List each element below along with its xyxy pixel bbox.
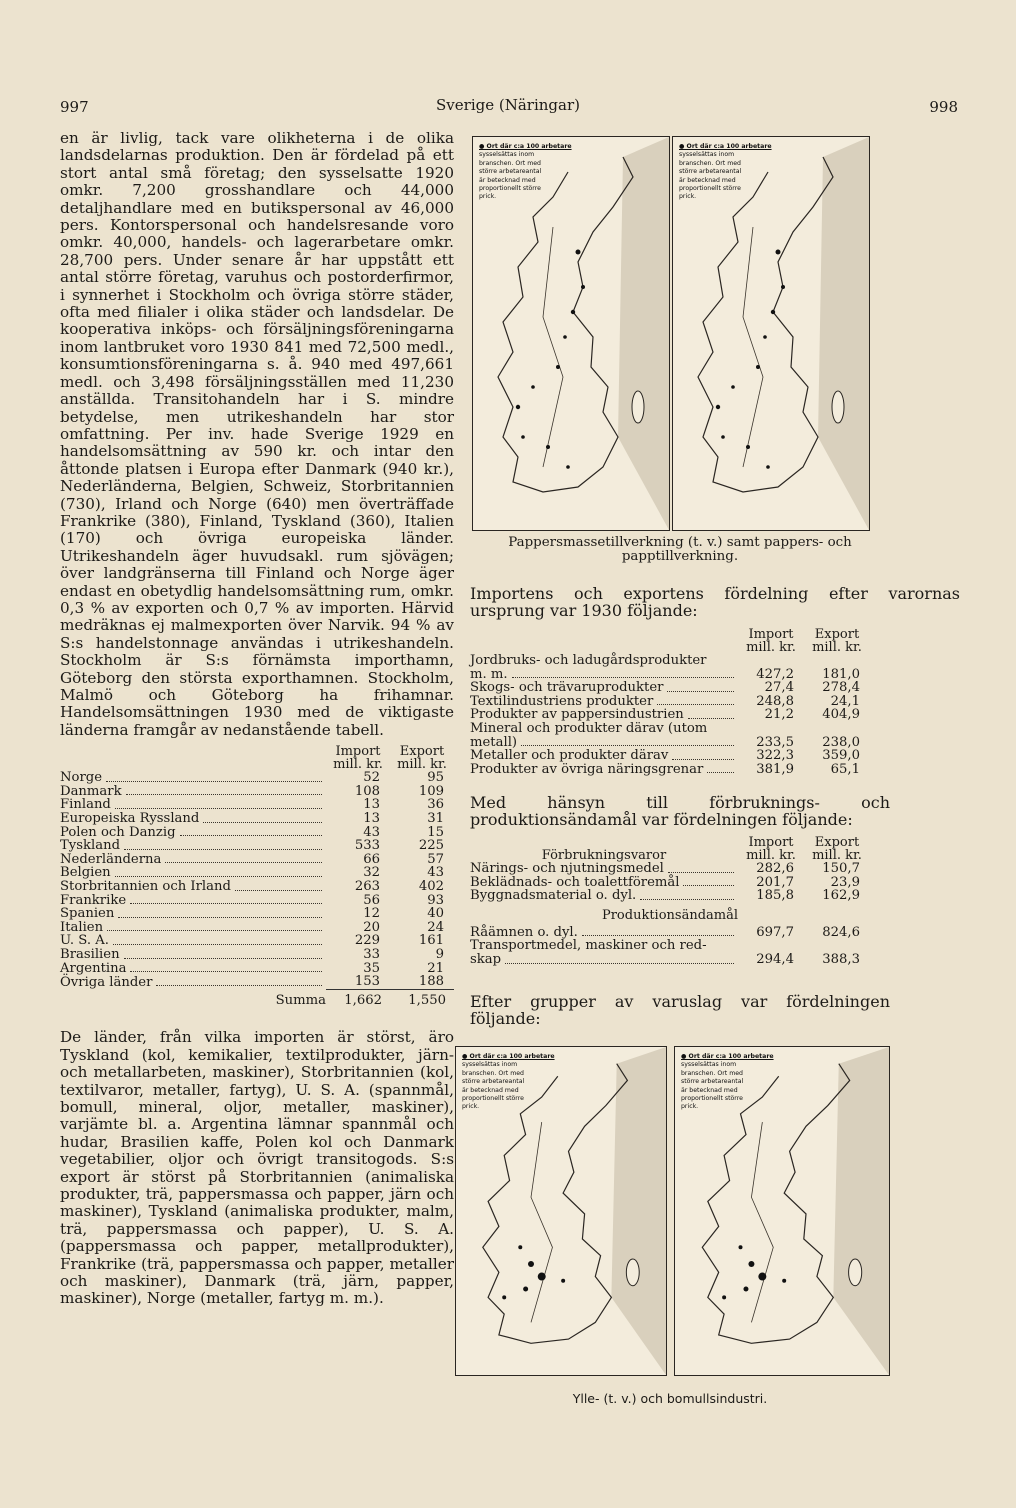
table-row: Skogs- och trävaruprodukter 27,4 278,4 [470,680,860,696]
table-row: Beklädnads- och toalettföremål 201,7 23,9 [470,874,860,890]
origin-table: Import mill. kr. Export mill. kr. Jordbruks- och ladugårdsprodukter m. m. 427,2 181,0 Skogs- och trävaruprodukter 27,4 278,4 Textilindustriens produkter 248,8 24,1 Produkter av pappersindustrien 21,2 404,9 Mineral och produkter därav (utom metall) 233,5 238,0 Metaller och produkter därav 322,3 359,0 Produkter av övriga näringsgrenar 381,9 65,1 [470,628,870,776]
gotland-island [626,1259,639,1286]
railway-line [743,227,763,467]
industry-dot [556,365,560,369]
industry-dot [746,445,750,449]
industry-dot [576,250,581,255]
gotland-island [849,1259,862,1286]
railway-line [543,227,563,467]
country-trade-table [60,745,454,1007]
sub-head: Produktionsändamål [601,907,739,923]
sea-area [833,1047,889,1375]
industry-dot [571,310,575,314]
table-row: metall) 233,5 238,0 [470,734,860,750]
table-row: Storbritannien och Irland 263 402 [60,878,444,894]
industry-dot [756,365,760,369]
industry-dot [566,465,570,469]
map-paper-board [672,136,870,531]
industry-dot [502,1295,506,1299]
table-row: Närings- och njutningsmedel 282,6 150,7 [470,861,860,876]
table-row: Byggnadsmaterial o. dyl. 185,8 162,9 [470,888,860,904]
col-header-export: Export mill. kr. [397,744,447,773]
table-row: U. S. A. 229 161 [60,933,444,949]
table-row: Polen och Danzig 43 15 [60,824,444,840]
usage-table: Förbrukningsvaror Import mill. kr. Export mill. kr. Närings- och njutningsmedel 282,6 150,7 Beklädnads- och toalettföremål 201,7 23,9 Byggnadsmaterial o. dyl. 185,8 162,9 Produktionsändamål Råämnen o. dyl. 697,7 824,6 Transportmedel, maskiner och red- skap 294,4 388,3 [470,836,870,967]
sum-row: Summa 1,662 1,550 [60,989,454,1007]
coastline [498,157,633,492]
coastline [698,157,833,492]
body-paragraph-1: en är livlig, tack vare olikheterna i de olika landsdelarnas produktion. Den är fördelad på ett stort antal små företag; den sysselsatte 1920 omkr. 7,200 grosshandlare och 44,000 detaljhandlare med en butikspersonal av 46,000 pers. Kontorspersonal och handelsresande voro omkr. 40,000, handels- och lagerarbetare omkr. 28,700 pers. Under senare år har uppstått ett antal större företag, varuhus och postorderfirmor, i synnerhet i Stockholm och övriga större städer, ofta med filialer i olika städer och landsdelar. De kooperativa inköps- och försäljningsföreningarna inom lantbruket voro 1930 841 med 72,500 medl., konsumtionsföreningarna s. å. 940 med 497,661 medl. och 3,498 försäljningsställen med 11,230 anställda. Transitohandeln har i S. mindre betydelse, men utrikeshandeln har stor omfattning. Per inv. hade Sverige 1929 en handelsomsättning av 590 kr. och intar den åttonde platsen i Europa efter Danmark (940 kr.), Nederländerna, Belgien, Schweiz, Storbritannien (730), Irland och Norge (640) men överträffade Frankrike (380), Finland, Tyskland (360), Italien (170) och övriga europeiska länder. Utrikeshandeln äger huvudsakl. rum sjövägen; över landgränserna till Finland och Norge äger endast en obetydlig handelsomsättning rum, omkr. 0,3 % av exporten och 0,7 % av importen. Härvid medräknas ej malmexporten över Narvik. 94 % av S:s handelstonnage användas i utrikeshandeln. Stockholm är S:s förnämsta importhamn, Göteborg den största exporthamnen. Stockholm, Malmö och Göteborg ha frihamnar. Handelsomsättningen 1930 med de viktigaste länderna framgår av nedanstående tabell. [60,129,454,739]
table-row: Jordbruks- och ladugårdsprodukter [470,653,707,668]
map-legend: ● Ort där c:a 100 arbetare sysselsättas inom branschen. Ort med större arbetareantal är betecknad med proportionellt större prick. [462,1053,555,1111]
industry-dot [721,435,725,439]
caption-top: Pappersmassetillverkning (t. v.) samt pappers- och papptillverkning. [508,535,852,564]
body-paragraph-2: De länder, från vilka importen är störst, äro Tyskland (kol, kemikalier, textilprodukter, järn- och metallarbeten, maskiner), Storbritannien (kol, textilvaror, metaller, fartyg), U. S. A. (spannmål, bomull, mineral, oljor, metaller, maskiner), varjämte bl. a. Argentina lämnar spannmål och hudar, Brasilien kaffe, Polen kol och Danmark vegetabilier, oljor och övrigt transitogods. S:s export är störst på Storbritannien (animaliska produkter, trä, pappersmassa och papper, järn och maskiner), Tyskland (animaliska produkter, malm, trä, pappersmassa och papper), U. S. A. (pappersmassa och papper, metallprodukter), Frankrike (trä, pappersmassa och papper, metaller och maskiner), Danmark (trä, järn, papper, maskiner), Norge (metaller, fartyg m. m.). [60,1028,454,1308]
industry-dot [523,1287,528,1292]
origin-intro: Importens och exportens fördelning efter varornas ursprung var 1930 följande: [470,584,960,620]
gotland-island [832,391,844,423]
industry-dot [581,285,585,289]
table-row: Italien 20 24 [60,919,444,935]
map-paper-pulp [472,136,670,531]
table-row: m. m. 427,2 181,0 [470,666,860,682]
table-row: Produkter av övriga näringsgrenar 381,9 65,1 [470,761,860,777]
industry-dot [563,335,567,339]
railway-line [751,1122,773,1322]
sea-area [611,1047,666,1375]
industry-dot [561,1279,565,1283]
industry-dot [781,285,785,289]
col-header-import: Import mill. kr. [333,744,383,773]
map-legend: ● Ort där c:a 100 arbetare sysselsättas inom branschen. Ort med större arbetareantal är betecknad med proportionellt större prick. [679,143,772,201]
industry-dot [731,385,735,389]
page-number-right: 998 [929,98,958,116]
industry-dot [546,445,550,449]
table-row: Belgien 32 43 [60,865,444,881]
usage-intro: Med hänsyn till förbruknings- och produktionsändamål var fördelningen följande: [470,793,890,829]
page-number-left: 997 [60,98,89,116]
table-row: Mineral och produkter därav (utom [470,720,708,736]
railway-line [531,1122,552,1322]
industry-dot [743,1287,748,1292]
table-row: Råämnen o. dyl. 697,7 824,6 [470,924,860,940]
left-column [60,130,454,1308]
gotland-island [632,391,644,423]
industry-dot [521,435,525,439]
sea-area [618,137,669,530]
industry-dot [516,405,520,409]
map-legend: ● Ort där c:a 100 arbetare sysselsättas inom branschen. Ort med större arbetareantal är betecknad med proportionellt större prick. [479,143,572,201]
industry-dot [766,465,770,469]
table-row: Finland 13 36 [60,797,444,813]
table-row: Nederländerna 66 57 [60,851,444,867]
table-row: Danmark 108 109 [60,783,444,799]
industry-dot [716,405,720,409]
table-row: Brasilien 33 9 [60,946,444,962]
industry-dot [782,1279,786,1283]
table-row: Argentina 35 21 [60,960,444,976]
table-row: Produkter av pappersindustrien 21,2 404,9 [470,707,860,723]
map-wool [455,1046,667,1376]
table-row: Textilindustriens produkter 248,8 24,1 [470,693,860,709]
industry-dot [722,1295,726,1299]
industry-dot [763,335,767,339]
industry-dot [518,1245,522,1249]
running-title: Sverige (Näringar) [436,96,580,114]
industry-dot [528,1261,534,1267]
industry-dot [748,1261,754,1267]
industry-dot [776,250,781,255]
map-legend: ● Ort där c:a 100 arbetare sysselsättas inom branschen. Ort med större arbetareantal är betecknad med proportionellt större prick. [681,1053,774,1111]
table-row: Norge 52 95 [60,770,444,786]
table-row: skap 294,4 388,3 [470,951,860,967]
industry-dot [771,310,775,314]
industry-dot [758,1273,766,1281]
table-row: Transportmedel, maskiner och red- [470,938,707,954]
table-row: Metaller och produkter därav 322,3 359,0 [470,748,860,764]
groups-intro: Efter grupper av varuslag var fördelningen följande: [470,992,890,1028]
industry-dot [538,1273,546,1281]
table-row: Spanien 12 40 [60,906,444,922]
industry-dot [739,1245,743,1249]
caption-bottom: Ylle- (t. v.) och bomullsindustri. [572,1391,768,1406]
table-row: Frankrike 56 93 [60,892,444,908]
table-row: Övriga länder 153 188 [60,974,444,990]
industry-dot [531,385,535,389]
map-cotton [674,1046,890,1376]
table-row: Europeiska Ryssland 13 31 [60,811,444,826]
table-row: Tyskland 533 225 [60,838,444,854]
sea-area [818,137,869,530]
